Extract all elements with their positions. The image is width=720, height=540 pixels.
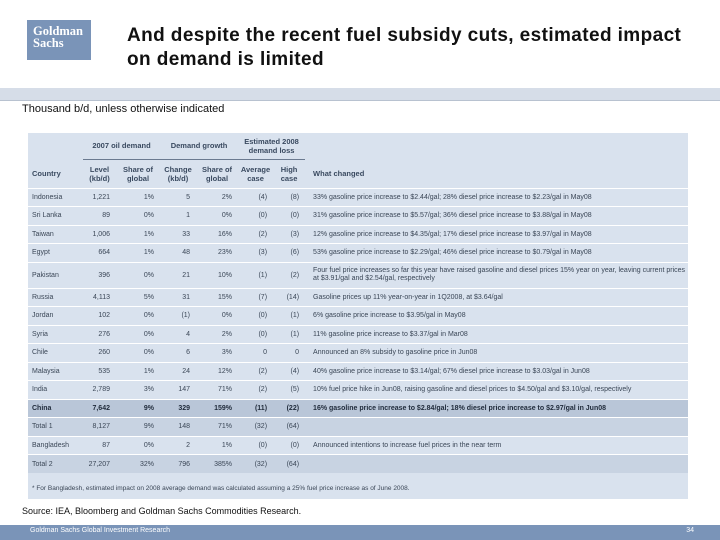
cell-country: Total 2 (28, 455, 83, 474)
group-header-demand-loss: Estimated 2008 demand loss (238, 133, 305, 159)
goldman-sachs-logo (27, 20, 91, 60)
cell-average: 0 (238, 344, 273, 363)
table-row (28, 207, 688, 226)
cell-level: 535 (83, 362, 116, 381)
cell-country: Malaysia (28, 362, 83, 381)
cell-what-changed: 40% gasoline price increase to $3.14/gal; 67% diesel price increase to $3.03/gal in Jun08 (305, 362, 688, 381)
cell-what-changed: 16% gasoline price increase to $2.84/gal; 18% diesel price increase to $2.97/gal in Jun08 (305, 399, 688, 418)
cell-share-growth: 0% (196, 307, 238, 326)
cell-share: 0% (116, 344, 160, 363)
cell-what-changed (305, 455, 688, 474)
cell-share-growth: 385% (196, 455, 238, 474)
cell-country: Indonesia (28, 188, 83, 207)
col-header-country: Country (28, 159, 83, 188)
cell-country: Egypt (28, 244, 83, 263)
cell-level: 1,221 (83, 188, 116, 207)
logo-line1: Goldman (33, 24, 84, 38)
table-row (28, 381, 688, 400)
cell-high: (64) (273, 418, 305, 437)
logo-line2: Sachs (33, 36, 64, 50)
cell-share-growth: 23% (196, 244, 238, 263)
source-note: Source: IEA, Bloomberg and Goldman Sachs Commodities Research. (22, 506, 302, 516)
cell-high: (22) (273, 399, 305, 418)
table-row (28, 262, 688, 288)
cell-high: (3) (273, 225, 305, 244)
cell-country: Russia (28, 288, 83, 307)
cell-what-changed: 11% gasoline price increase to $3.37/gal in Mar08 (305, 325, 688, 344)
cell-what-changed: Gasoline prices up 11% year-on-year in 1Q2008, at $3.64/gal (305, 288, 688, 307)
cell-change: 1 (160, 207, 196, 226)
table-row (28, 225, 688, 244)
cell-change: 24 (160, 362, 196, 381)
col-header-share-growth: Share of global (196, 159, 238, 188)
cell-average: (3) (238, 244, 273, 263)
cell-what-changed: 12% gasoline price increase to $4.35/gal; 17% diesel price increase to $3.97/gal in May08 (305, 225, 688, 244)
cell-level: 102 (83, 307, 116, 326)
cell-share: 3% (116, 381, 160, 400)
cell-share-growth: 71% (196, 418, 238, 437)
cell-what-changed: 33% gasoline price increase to $2.44/gal; 28% diesel price increase to $2.23/gal in May08 (305, 188, 688, 207)
cell-share-growth: 2% (196, 325, 238, 344)
cell-change: 148 (160, 418, 196, 437)
cell-average: (2) (238, 362, 273, 381)
cell-share: 1% (116, 244, 160, 263)
table-row (28, 188, 688, 207)
cell-high: (2) (273, 262, 305, 288)
cell-share-growth: 2% (196, 188, 238, 207)
cell-change: 33 (160, 225, 196, 244)
cell-share: 1% (116, 362, 160, 381)
cell-average: (0) (238, 307, 273, 326)
cell-share: 9% (116, 399, 160, 418)
cell-country: Total 1 (28, 418, 83, 437)
cell-share: 1% (116, 225, 160, 244)
cell-high: 0 (273, 344, 305, 363)
cell-level: 2,789 (83, 381, 116, 400)
table-row (28, 244, 688, 263)
cell-average: (11) (238, 399, 273, 418)
table-row-china (28, 399, 688, 418)
cell-level: 276 (83, 325, 116, 344)
cell-share: 0% (116, 307, 160, 326)
cell-high: (0) (273, 207, 305, 226)
col-header-change: Change (kb/d) (160, 159, 196, 188)
cell-level: 7,642 (83, 399, 116, 418)
cell-average: (0) (238, 207, 273, 226)
cell-change: 5 (160, 188, 196, 207)
cell-change: 796 (160, 455, 196, 474)
group-header-demand-growth: Demand growth (160, 133, 238, 159)
cell-high: (0) (273, 436, 305, 455)
cell-share-growth: 159% (196, 399, 238, 418)
table-row (28, 307, 688, 326)
cell-what-changed: Announced intentions to increase fuel prices in the near term (305, 436, 688, 455)
cell-high: (1) (273, 325, 305, 344)
cell-high: (14) (273, 288, 305, 307)
cell-level: 260 (83, 344, 116, 363)
cell-average: (7) (238, 288, 273, 307)
cell-level: 4,113 (83, 288, 116, 307)
cell-share-growth: 0% (196, 207, 238, 226)
cell-high: (4) (273, 362, 305, 381)
cell-what-changed: 53% gasoline price increase to $2.29/gal; 46% diesel price increase to $0.79/gal in May08 (305, 244, 688, 263)
cell-share-growth: 15% (196, 288, 238, 307)
cell-share: 0% (116, 436, 160, 455)
cell-level: 664 (83, 244, 116, 263)
header-rule (0, 100, 720, 101)
cell-level: 396 (83, 262, 116, 288)
table-row (28, 362, 688, 381)
cell-average: (0) (238, 325, 273, 344)
cell-share-growth: 10% (196, 262, 238, 288)
cell-share-growth: 71% (196, 381, 238, 400)
cell-country: Syria (28, 325, 83, 344)
cell-country: Bangladesh (28, 436, 83, 455)
group-header-row (28, 133, 688, 159)
group-header-2007-demand: 2007 oil demand (83, 133, 160, 159)
cell-share: 9% (116, 418, 160, 437)
cell-share: 0% (116, 325, 160, 344)
cell-high: (8) (273, 188, 305, 207)
cell-country: China (28, 399, 83, 418)
cell-what-changed: 10% fuel price hike in Jun08, raising gasoline and diesel prices to $4.50/gal and $3.10/gal, respectively (305, 381, 688, 400)
cell-level: 89 (83, 207, 116, 226)
slide-title: And despite the recent fuel subsidy cuts, estimated impact on demand is limited (127, 25, 682, 70)
cell-what-changed: 31% gasoline price increase to $5.57/gal; 36% diesel price increase to $3.88/gal in May08 (305, 207, 688, 226)
cell-country: Pakistan (28, 262, 83, 288)
table-row (28, 325, 688, 344)
cell-level: 1,006 (83, 225, 116, 244)
cell-share-growth: 12% (196, 362, 238, 381)
cell-share-growth: 3% (196, 344, 238, 363)
cell-change: 31 (160, 288, 196, 307)
footer-text: Goldman Sachs Global Investment Research (30, 527, 171, 534)
cell-average: (32) (238, 418, 273, 437)
table-row-total2 (28, 455, 688, 474)
cell-change: 48 (160, 244, 196, 263)
cell-change: 21 (160, 262, 196, 288)
table-row (28, 288, 688, 307)
cell-share: 5% (116, 288, 160, 307)
col-header-level: Level (kb/d) (83, 159, 116, 188)
cell-high: (6) (273, 244, 305, 263)
column-header-row (28, 159, 688, 188)
cell-share: 1% (116, 188, 160, 207)
header-band (0, 88, 720, 100)
cell-high: (5) (273, 381, 305, 400)
cell-high: (1) (273, 307, 305, 326)
cell-country: India (28, 381, 83, 400)
table-row (28, 436, 688, 455)
table-row (28, 344, 688, 363)
cell-level: 8,127 (83, 418, 116, 437)
page-number: 34 (686, 527, 694, 534)
footer-band (0, 525, 720, 540)
cell-share-growth: 16% (196, 225, 238, 244)
cell-average: (32) (238, 455, 273, 474)
cell-level: 87 (83, 436, 116, 455)
cell-change: 2 (160, 436, 196, 455)
cell-what-changed (305, 418, 688, 437)
table-footnote: * For Bangladesh, estimated impact on 2008 average demand was calculated assuming a 25% fuel price increase as of June 2008. (32, 485, 410, 492)
cell-share: 32% (116, 455, 160, 474)
units-subtitle: Thousand b/d, unless otherwise indicated (22, 103, 225, 115)
cell-average: (1) (238, 262, 273, 288)
demand-table-container (28, 133, 688, 499)
cell-change: 4 (160, 325, 196, 344)
cell-high: (64) (273, 455, 305, 474)
table-row-total1 (28, 418, 688, 437)
cell-change: 147 (160, 381, 196, 400)
cell-country: Chile (28, 344, 83, 363)
cell-change: (1) (160, 307, 196, 326)
cell-average: (2) (238, 225, 273, 244)
cell-country: Sri Lanka (28, 207, 83, 226)
cell-change: 329 (160, 399, 196, 418)
cell-what-changed: 6% gasoline price increase to $3.95/gal in May08 (305, 307, 688, 326)
cell-share: 0% (116, 262, 160, 288)
cell-what-changed: Four fuel price increases so far this year have raised gasoline and diesel prices 15% year on year, leaving current prices at $3.91/gal and $2.54/gal, respectively (305, 262, 688, 288)
cell-share: 0% (116, 207, 160, 226)
cell-country: Taiwan (28, 225, 83, 244)
cell-what-changed: Announced an 8% subsidy to gasoline price in Jun08 (305, 344, 688, 363)
cell-country: Jordan (28, 307, 83, 326)
cell-average: (0) (238, 436, 273, 455)
col-header-average: Average case (238, 159, 273, 188)
cell-share-growth: 1% (196, 436, 238, 455)
cell-level: 27,207 (83, 455, 116, 474)
cell-average: (4) (238, 188, 273, 207)
col-header-high: High case (273, 159, 305, 188)
cell-change: 6 (160, 344, 196, 363)
col-header-what-changed: What changed (305, 159, 688, 188)
cell-average: (2) (238, 381, 273, 400)
col-header-share: Share of global (116, 159, 160, 188)
demand-table (28, 133, 688, 473)
